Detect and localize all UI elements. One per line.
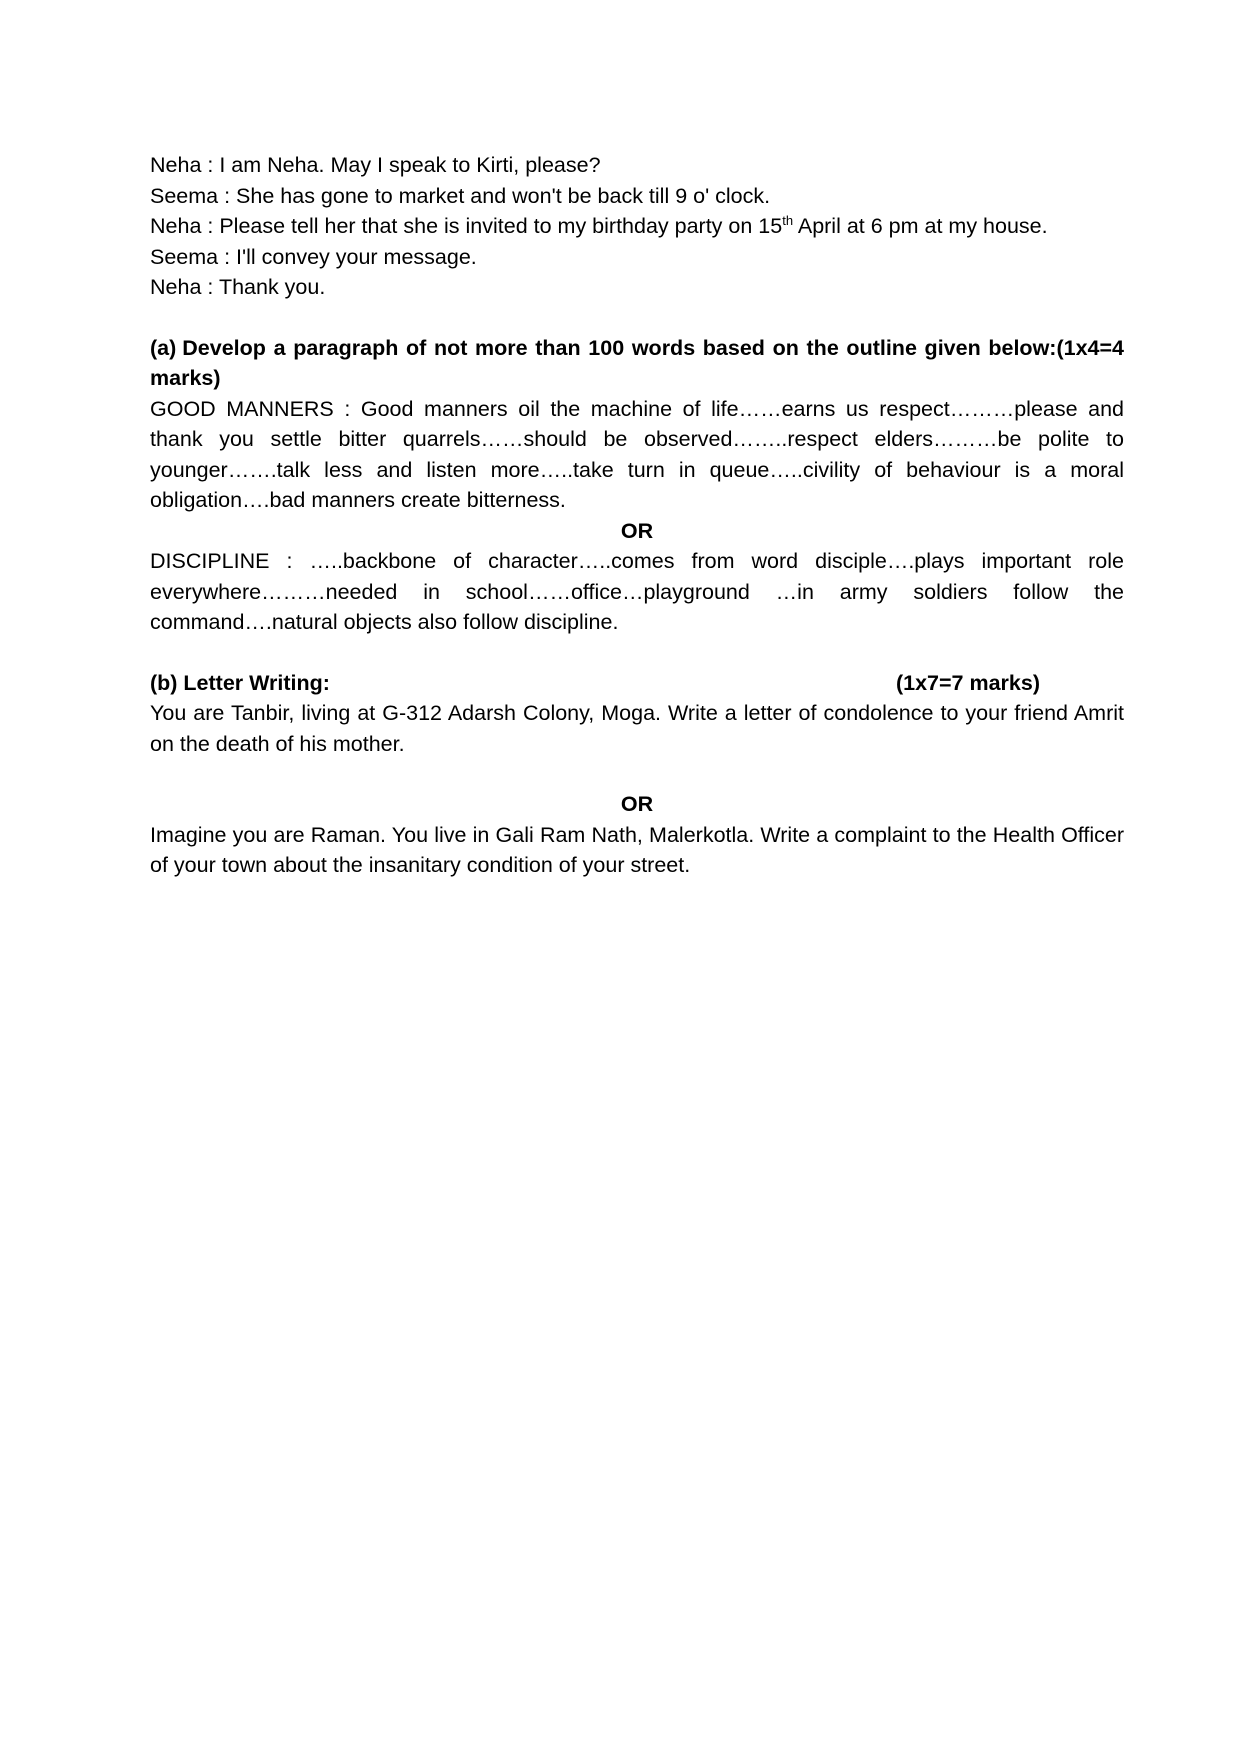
paragraph-topic-discipline: DISCIPLINE : …..backbone of character…..comes from word disciple….plays important role everywhere………needed in school……office…playground …in army soldiers follow the command….natural objects also follow discipline.: [150, 549, 1124, 634]
spacer: [150, 303, 1124, 333]
ordinal-suffix: th: [782, 212, 794, 228]
dialogue-text: I'll convey your message.: [236, 244, 477, 269]
dialogue: [150, 150, 1124, 303]
dialogue-line: Seema : I'll convey your message.: [150, 244, 477, 269]
section-b-heading: [150, 668, 1040, 699]
or-divider: OR: [620, 518, 654, 543]
speaker: Neha: [150, 214, 202, 238]
exam-page: [150, 150, 1124, 881]
dialogue-line: Neha : I am Neha. May I speak to Kirti, please?: [150, 153, 601, 177]
dialogue-line: Neha : Thank you.: [150, 275, 326, 299]
paragraph-topic-good-manners: GOOD MANNERS : Good manners oil the machine of life……earns us respect………please and thank you settle bitter quarrels……should be observed……..respect elders………be polite to younger…….talk less and listen more…..take turn in queue…..civility of behaviour is a moral obligation….bad manners create bitterness.: [150, 396, 1124, 512]
letter-option-condolence: You are Tanbir, living at G-312 Adarsh Colony, Moga. Write a letter of condolence to your friend Amrit on the death of his mother.: [150, 701, 1124, 756]
section-b: [150, 668, 1124, 881]
dialogue-text: April at 6 pm at my house.: [793, 214, 1048, 238]
dialogue-text: Please tell her that she is invited to my birthday party on 15: [219, 214, 783, 238]
dialogue-text: I am Neha. May I speak to Kirti, please?: [219, 153, 601, 177]
section-a-label: (a): [150, 335, 177, 360]
section-a-instruction: Develop a paragraph of not more than 100 words based on the outline given below:(1x4=4 marks): [150, 335, 1124, 390]
speaker: Seema: [150, 244, 219, 269]
section-a-heading: [150, 333, 1124, 394]
section-a: [150, 333, 1124, 638]
speaker: Neha: [150, 275, 202, 299]
speaker: Neha: [150, 153, 202, 177]
dialogue-text: She has gone to market and won't be back till 9 o' clock.: [236, 183, 771, 208]
section-b-label: (b) Letter Writing:: [150, 670, 330, 695]
letter-option-complaint: Imagine you are Raman. You live in Gali Ram Nath, Malerkotla. Write a complaint to the Health Officer of your town about the insanitary condition of your street.: [150, 822, 1124, 877]
dialogue-line: Neha : Please tell her that she is invited to my birthday party on 15th April at 6 pm at my house.: [150, 212, 1048, 238]
dialogue-text: Thank you.: [218, 275, 326, 299]
or-divider: OR: [620, 792, 654, 816]
section-b-marks: (1x7=7 marks): [895, 670, 1040, 695]
spacer: [150, 638, 1124, 668]
dialogue-line: Seema : She has gone to market and won't be back till 9 o' clock.: [150, 183, 771, 208]
speaker: Seema: [150, 183, 219, 208]
spacer: [150, 759, 1124, 789]
